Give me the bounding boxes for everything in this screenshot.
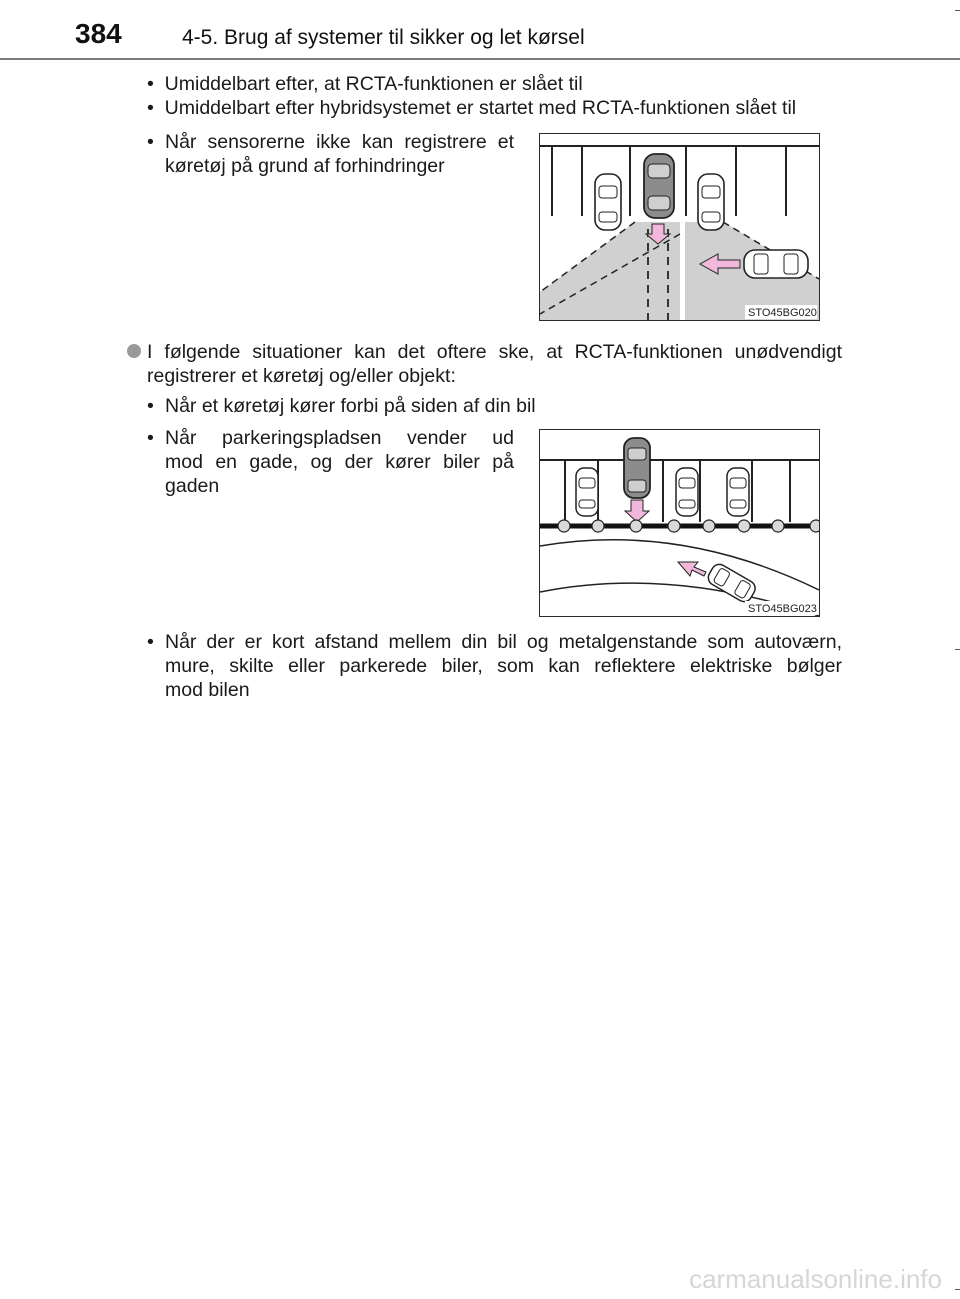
crop-mark (955, 649, 960, 650)
arrow-down (625, 500, 649, 522)
section-bullet-dot (127, 344, 141, 358)
bullet-sensors-line2: køretøj på grund af forhindringer (165, 155, 445, 177)
figure-code: STO45BG020 (748, 307, 817, 319)
bullet-glyph: • (147, 427, 154, 449)
moving-car (705, 561, 758, 604)
bullet-glyph: • (147, 97, 154, 119)
parked-car (576, 468, 598, 516)
list-item (147, 72, 583, 96)
crop-mark (955, 1289, 960, 1290)
figure-obstructed-sensors (539, 133, 820, 321)
figure-code: STO45BG023 (748, 603, 817, 615)
list-item-text: Umiddelbart efter hybridsystemet er startet med RCTA-funktionen slået til (164, 97, 797, 119)
bullet-metal-line1: Når der er kort afstand mellem din bil og metalgenstande som autoværn, (165, 631, 842, 653)
list-item-text: Umiddelbart efter, at RCTA-funktionen er slået til (164, 73, 583, 95)
parked-car (698, 174, 724, 230)
own-car (624, 438, 650, 498)
figure-street-traffic-illustration (540, 430, 819, 616)
list-item (147, 96, 796, 120)
page-number: 384 (75, 18, 122, 49)
bullet-glyph: • (147, 73, 154, 95)
parking-lines (540, 146, 819, 216)
bullet-metal-line2: mure, skilte eller parkerede biler, som kan reflektere elektriske bølger (165, 655, 842, 677)
section-line2: registrerer et køretøj og/eller objekt: (147, 365, 456, 387)
chapter-title: 4-5. Brug af systemer til sikker og let kørsel (182, 26, 585, 49)
header-rule (0, 58, 960, 60)
bullet-glyph: • (147, 631, 154, 653)
bullet-sensors-line1: Når sensorerne ikke kan registrere et (165, 131, 514, 153)
bullet-glyph: • (147, 395, 154, 417)
bullet-street-line1: Når parkeringspladsen vender ud (165, 427, 514, 449)
bullet-glyph: • (147, 131, 154, 153)
own-car (644, 154, 674, 218)
bullet-street-line3: gaden (165, 475, 220, 497)
arrow-diagonal (678, 562, 706, 576)
bullet-street-line2: mod en gade, og der kører biler på (165, 451, 514, 473)
watermark: carmanualsonline.info (689, 1264, 942, 1294)
figure-obstructed-sensors-illustration (540, 134, 819, 320)
bullet-pass: Når et køretøj kører forbi på siden af din bil (165, 395, 536, 417)
road-edge (540, 540, 819, 590)
parked-car (727, 468, 749, 516)
bullet-metal-line3: mod bilen (165, 679, 250, 701)
parked-car (676, 468, 698, 516)
section-line1: I følgende situationer kan det oftere ske, at RCTA-funktionen unødvendigt (147, 341, 842, 363)
crop-mark (955, 10, 960, 11)
figure-street-traffic (539, 429, 820, 617)
parked-car (595, 174, 621, 230)
approaching-car (744, 250, 808, 278)
